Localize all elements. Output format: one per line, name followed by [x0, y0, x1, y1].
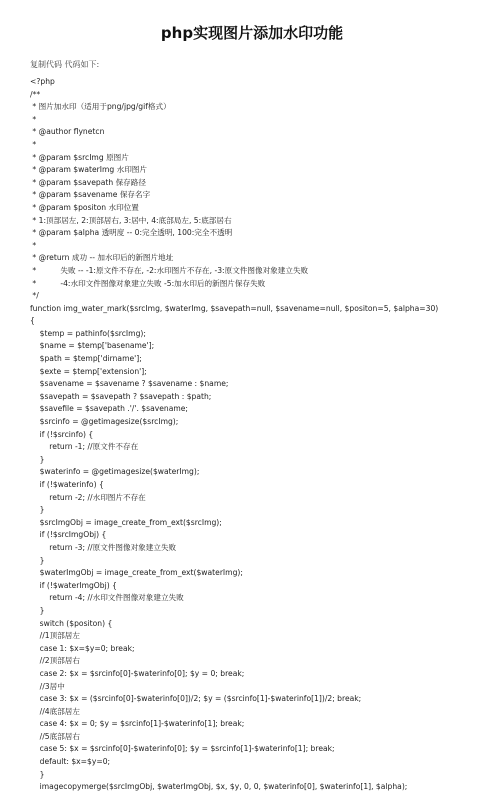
- code-line: $savefile = $savepath .'/'. $savename;: [30, 404, 188, 414]
- code-line: }: [30, 505, 45, 515]
- code-line: $path = $temp['dirname'];: [30, 354, 142, 364]
- copy-code-label: 复制代码 代码如下:: [30, 60, 100, 69]
- code-line: /**: [30, 89, 41, 99]
- code-line: case 4: $x = 0; $y = $srcinfo[1]-$waterinfo[1]; break;: [30, 719, 245, 729]
- page-title: php实现图片添加水印功能: [160, 24, 344, 42]
- code-line: }: [30, 605, 45, 615]
- code-line: return -4; //水印文件图像对象建立失败: [30, 593, 184, 603]
- code-line: $name = $temp['basename'];: [30, 341, 155, 351]
- code-line: //5底部居右: [30, 731, 80, 741]
- code-line: * @param $srcImg 原图片: [30, 152, 129, 162]
- code-line: return -2; //水印图片不存在: [30, 492, 146, 502]
- code-line: $temp = pathinfo($srcImg);: [30, 328, 146, 338]
- code-line: */: [30, 291, 39, 301]
- code-line: if (!$waterinfo) {: [30, 480, 104, 489]
- code-line: * 1:顶部居左, 2:顶部居右, 3:居中, 4:底部局左, 5:底部居右: [30, 215, 232, 225]
- code-line: if (!$srcImgObj) {: [30, 530, 107, 540]
- code-line: *: [30, 139, 37, 149]
- code-line: case 2: $x = $srcinfo[0]-$waterinfo[0]; $y = 0; break;: [30, 668, 245, 678]
- code-line: case 5: $x = $srcinfo[0]-$waterinfo[0]; $y = $srcinfo[1]-$waterinfo[1]; break;: [30, 744, 335, 754]
- code-line: //3居中: [30, 681, 65, 691]
- code-line: function img_water_mark($srcImg, $waterImg, $savepath=null, $savename=null, $positon=5, $alpha=30): [30, 303, 439, 313]
- code-line: }: [30, 555, 45, 565]
- code-block: [30, 76, 495, 794]
- code-line: }: [30, 454, 45, 464]
- code-line: * 图片加水印（适用于png/jpg/gif格式）: [30, 102, 171, 112]
- code-line: <?php: [30, 77, 55, 86]
- code-line: case 1: $x=$y=0; break;: [30, 643, 135, 653]
- code-line: * @param $positon 水印位置: [30, 202, 139, 212]
- code-line: return -1; //原文件不存在: [30, 442, 139, 452]
- code-line: default: $x=$y=0;: [30, 757, 111, 767]
- code-line: case 3: $x = ($srcinfo[0]-$waterinfo[0])/2; $y = ($srcinfo[1]-$waterinfo[1])/2; break;: [30, 694, 362, 704]
- code-line: * @param $waterImg 水印图片: [30, 165, 147, 175]
- code-line: if (!$waterImgObj) {: [30, 580, 117, 590]
- code-line: if (!$srcinfo) {: [30, 429, 94, 439]
- code-line: //4底部居左: [30, 706, 80, 716]
- code-line: * @author flynetcn: [30, 127, 105, 137]
- code-line: $srcImgObj = image_create_from_ext($srcImg);: [30, 517, 222, 527]
- code-line: * @return 成功 -- 加水印后的新图片地址: [30, 253, 174, 263]
- code-line: $exte = $temp['extension'];: [30, 366, 147, 376]
- code-line: $savepath = $savepath ? $savepath : $path;: [30, 391, 212, 401]
- code-line: $waterImgObj = image_create_from_ext($waterImg);: [30, 568, 243, 578]
- code-line: *: [30, 240, 37, 250]
- code-line: {: [30, 316, 35, 326]
- code-line: switch ($positon) {: [30, 618, 113, 628]
- code-line: //2顶部居右: [30, 656, 80, 666]
- code-line: imagecopymerge($srcImgObj, $waterImgObj, $x, $y, 0, 0, $waterinfo[0], $waterinfo[1], $alpha);: [30, 782, 408, 792]
- code-line: return -3; //原文件图像对象建立失败: [30, 542, 177, 552]
- code-line: }: [30, 769, 45, 779]
- code-line: * -4:水印文件图像对象建立失败 -5:加水印后的新图片保存失败: [30, 278, 266, 288]
- code-line: * 失败 -- -1:原文件不存在, -2:水印图片不存在, -3:原文件图像对象建立失败: [30, 265, 309, 275]
- code-line: * @param $alpha 透明度 -- 0:完全透明, 100:完全不透明: [30, 228, 233, 238]
- code-line: *: [30, 114, 37, 124]
- code-line: $waterinfo = @getimagesize($waterImg);: [30, 467, 200, 477]
- code-line: * @param $savename 保存名字: [30, 190, 151, 200]
- code-line: $savename = $savename ? $savename : $name;: [30, 379, 229, 389]
- code-line: * @param $savepath 保存路径: [30, 177, 146, 187]
- code-line: //1顶部居左: [30, 631, 80, 641]
- code-line: $srcinfo = @getimagesize($srcImg);: [30, 417, 179, 427]
